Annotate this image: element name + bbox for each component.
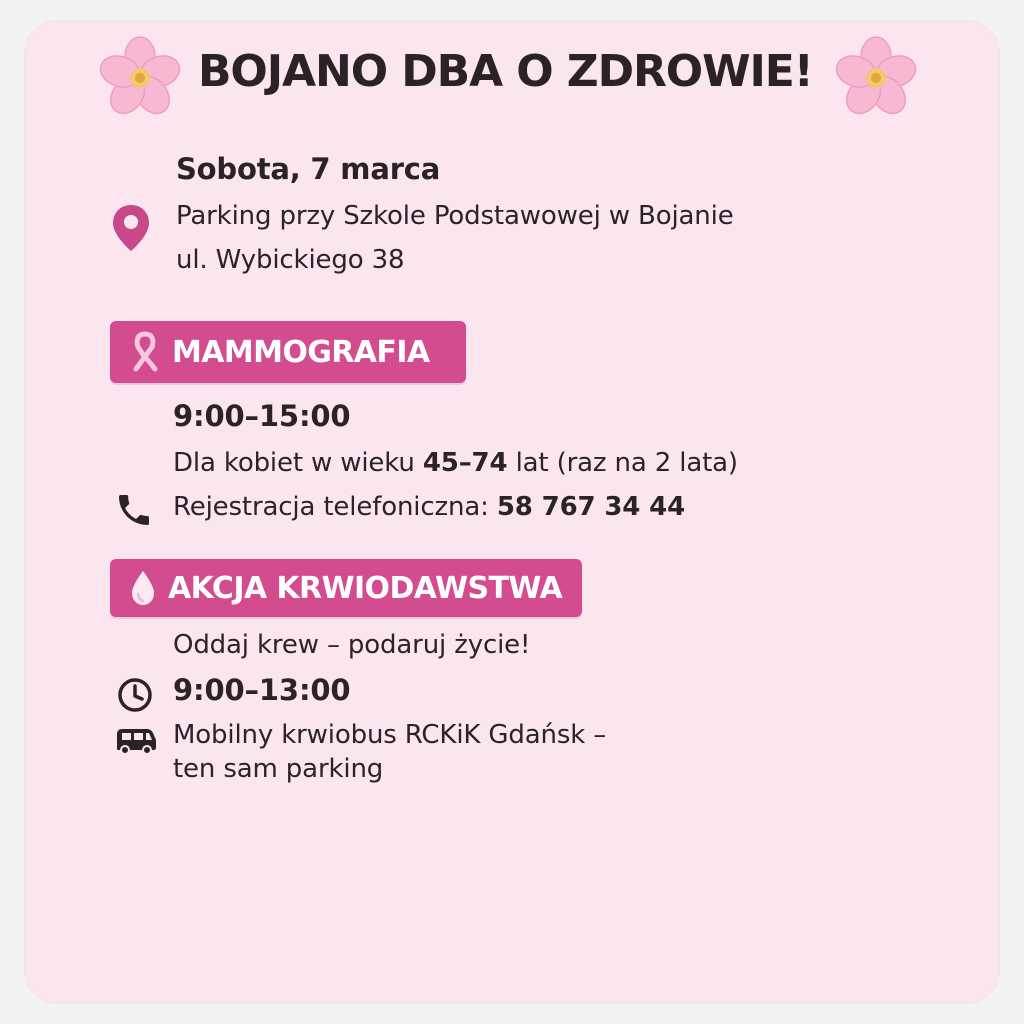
bus-line-1: Mobilny krwiobus RCKiK Gdańsk – (173, 720, 607, 750)
eligibility-prefix: Dla kobiet w wieku (173, 448, 423, 478)
blood-drive-badge (110, 559, 582, 617)
mammography-label: MAMMOGRAFIA (172, 334, 430, 370)
registration-label: Rejestracja telefoniczna: (173, 492, 497, 522)
phone-icon (114, 490, 154, 530)
location-line-1: Parking przy Szkole Podstawowej w Bojanie (176, 201, 734, 231)
event-date: Sobota, 7 marca (176, 152, 441, 186)
cherry-blossom-icon (834, 36, 918, 120)
page-title: BOJANO DBA O ZDROWIE! (198, 46, 813, 97)
pink-ribbon-icon (128, 331, 162, 373)
blood-drive-slogan: Oddaj krew – podaruj życie! (173, 630, 531, 660)
map-pin-icon (110, 203, 152, 253)
location-line-2: ul. Wybickiego 38 (176, 245, 405, 275)
mammography-hours: 9:00–15:00 (173, 399, 351, 433)
eligibility-suffix: lat (raz na 2 lata) (507, 448, 738, 478)
eligibility-age: 45–74 (422, 448, 508, 478)
clock-icon (116, 676, 154, 714)
registration-line (173, 490, 685, 524)
bus-icon (114, 726, 158, 756)
blood-drive-label: AKCJA KRWIODAWSTWA (168, 570, 563, 606)
mammography-badge (110, 321, 466, 383)
cherry-blossom-icon (98, 36, 182, 120)
mammography-eligibility (173, 446, 738, 480)
blood-drop-icon (128, 568, 158, 608)
blood-drive-hours: 9:00–13:00 (173, 673, 351, 707)
registration-phone[interactable]: 58 767 34 44 (496, 492, 686, 522)
bus-line-2: ten sam parking (173, 754, 384, 784)
